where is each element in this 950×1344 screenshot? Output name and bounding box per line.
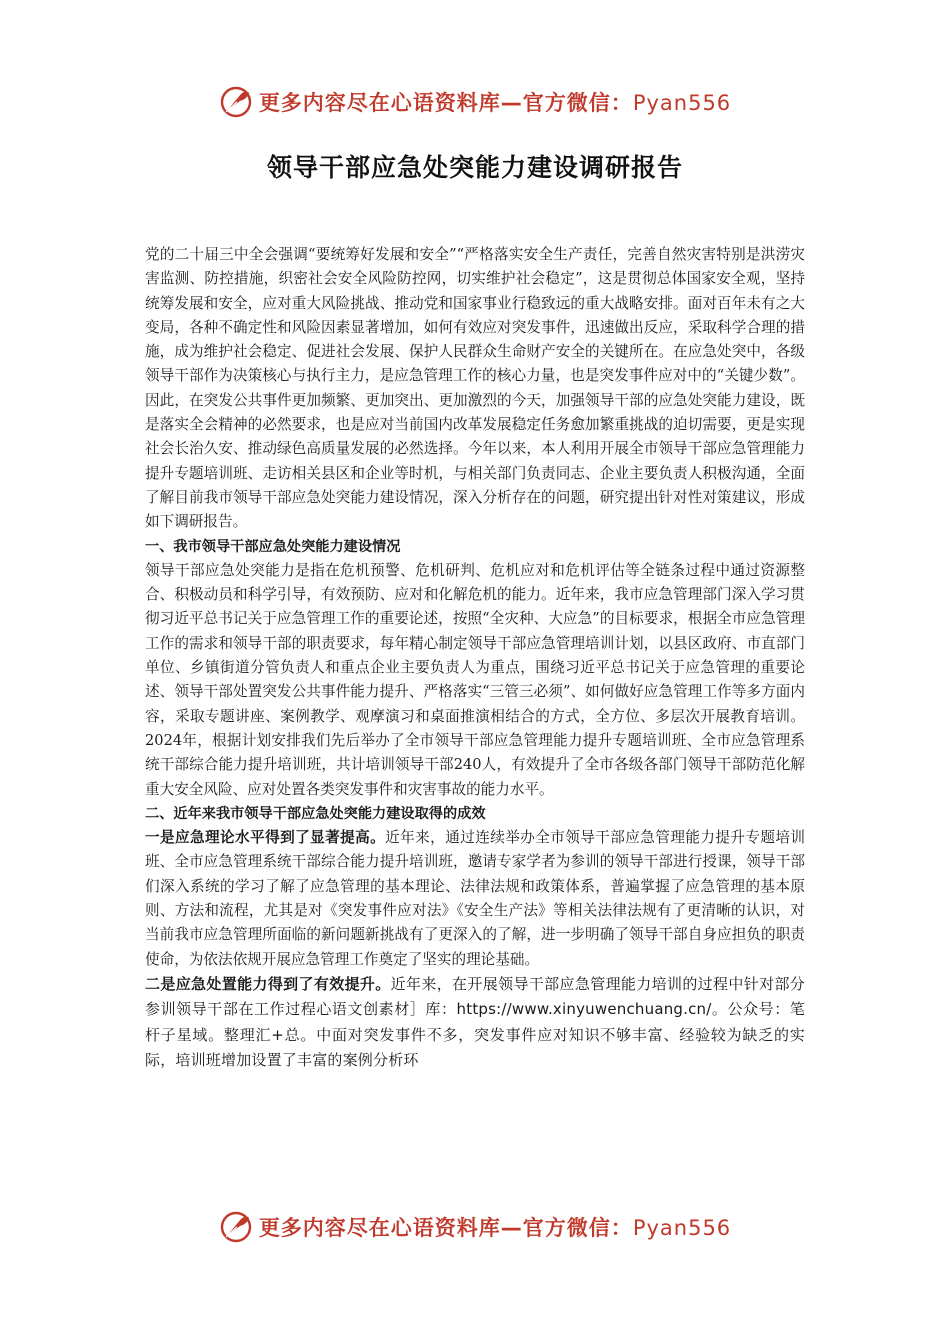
footer-banner [0, 1207, 950, 1247]
section-1-paragraph: 领导干部应急处突能力是指在危机预警、危机研判、危机应对和危机评估等全链条过程中通过资源整合、积极动员和科学引导，有效预防、应对和化解危机的能力。近年来，我市应急管理部门深入学习贯彻习近平总书记关于应急管理工作的重要论述，按照“全灾种、大应急”的目标要求，根据全市应急管理工作的需求和领导干部的职责要求，每年精心制定领导干部应急管理培训计划，以县区政府、市直部门单位、乡镇街道分管负责人和重点企业主要负责人为重点，围绕习近平总书记关于应急管理的重要论述、领导干部处置突发公共事件能力提升、严格落实“三管三必须”、如何做好应急管理工作等多方面内容，采取专题讲座、案例教学、观摩演习和桌面推演相结合的方式，全方位、多层次开展教育培训。2024年，根据计划安排我们先后举办了全市领导干部应急管理能力提升专题培训班、全市应急管理系统干部综合能力提升培训班，共计培训领导干部240人，有效提升了全市各级各部门领导干部防范化解重大安全风险、应对处置各类突发事件和灾害事故的能力水平。 [145, 561, 805, 798]
point-1-body: 近年来，通过连续举办全市领导干部应急管理能力提升专题培训班、全市应急管理系统干部综合能力提升培训班，邀请专家学者为参训的领导干部进行授课，领导干部们深入系统的学习了解了应急管理的基本理论、法律法规和政策体系，普遍掌握了应急管理的基本原则、方法和流程，尤其是对《突发事件应对法》《安全生产法》等相关法律法规有了更清晰的认识，对当前我市应急管理所面临的新问题新挑战有了更深入的了解，进一步明确了领导干部自身应担负的职责使命，为依法依规开展应急管理工作奠定了坚实的理论基础。 [145, 829, 805, 968]
footer-banner-text: 更多内容尽在心语资料库—官方微信：Pyan556 [258, 1216, 732, 1240]
section-2-point-1 [145, 826, 805, 972]
footer-wechat-id: Pyan556 [632, 1216, 732, 1240]
section-2-heading: 二、近年来我市领导干部应急处突能力建设取得的成效 [145, 805, 486, 822]
section-1-heading: 一、我市领导干部应急处突能力建设情况 [145, 538, 401, 555]
intro-paragraph: 党的二十届三中全会强调“要统筹好发展和安全”“严格落实安全生产责任，完善自然灾害特别是洪涝灾害监测、防控措施，织密社会安全风险防控网，切实维护社会稳定”，这是贯彻总体国家安全观，坚持统筹发展和安全，应对重大风险挑战、推动党和国家事业行稳致远的重大战略安排。面对百年未有之大变局，各种不确定性和风险因素显著增加，如何有效应对突发事件，迅速做出反应，采取科学合理的措施，成为维护社会稳定、促进社会发展、保护人民群众生命财产安全的关键所在。在应急处突中，各级领导干部作为决策核心与执行主力，是应急管理工作的核心力量，也是突发事件应对中的“关键少数”。因此，在突发公共事件更加频繁、更加突出、更加激烈的今天，加强领导干部的应急处突能力建设，既是落实全会精神的必然要求，也是应对当前国内改革发展稳定任务愈加繁重挑战的迫切需要，更是实现社会长治久安、推动绿色高质量发展的必然选择。今年以来，本人利用开展全市领导干部应急管理能力提升专题培训班、走访相关县区和企业等时机，与相关部门负责同志、企业主要负责人积极沟通，全面了解目前我市领导干部应急处突能力建设情况，深入分析存在的问题，研究提出针对性对策建议，形成如下调研报告。 [145, 246, 805, 531]
header-banner [0, 82, 950, 122]
quill-logo-icon [219, 85, 253, 119]
point-1-lead: 一是应急理论水平得到了显著提高。 [145, 829, 386, 847]
banner-text: 更多内容尽在心语资料库—官方微信：Pyan556 [258, 91, 732, 115]
page-title: 领导干部应急处突能力建设调研报告 [266, 153, 683, 182]
point-2-body: 近年来，在开展领导干部应急管理能力培训的过程中针对部分参训领导干部在工作过程心语文创素材］库：https://www.xinyuwenchuang.cn/。公众号：笔杆子星域。整理汇+总。中面对突发事件不多，突发事件应对知识不够丰富、经验较为缺乏的实际，培训班增加设置了丰富的案例分析环 [145, 974, 805, 1070]
quill-logo-icon [219, 1210, 253, 1244]
report-body [145, 243, 805, 1074]
section-2-point-2 [145, 972, 805, 1074]
point-2-lead: 二是应急处置能力得到了有效提升。 [145, 974, 391, 993]
wechat-id: Pyan556 [632, 91, 732, 115]
